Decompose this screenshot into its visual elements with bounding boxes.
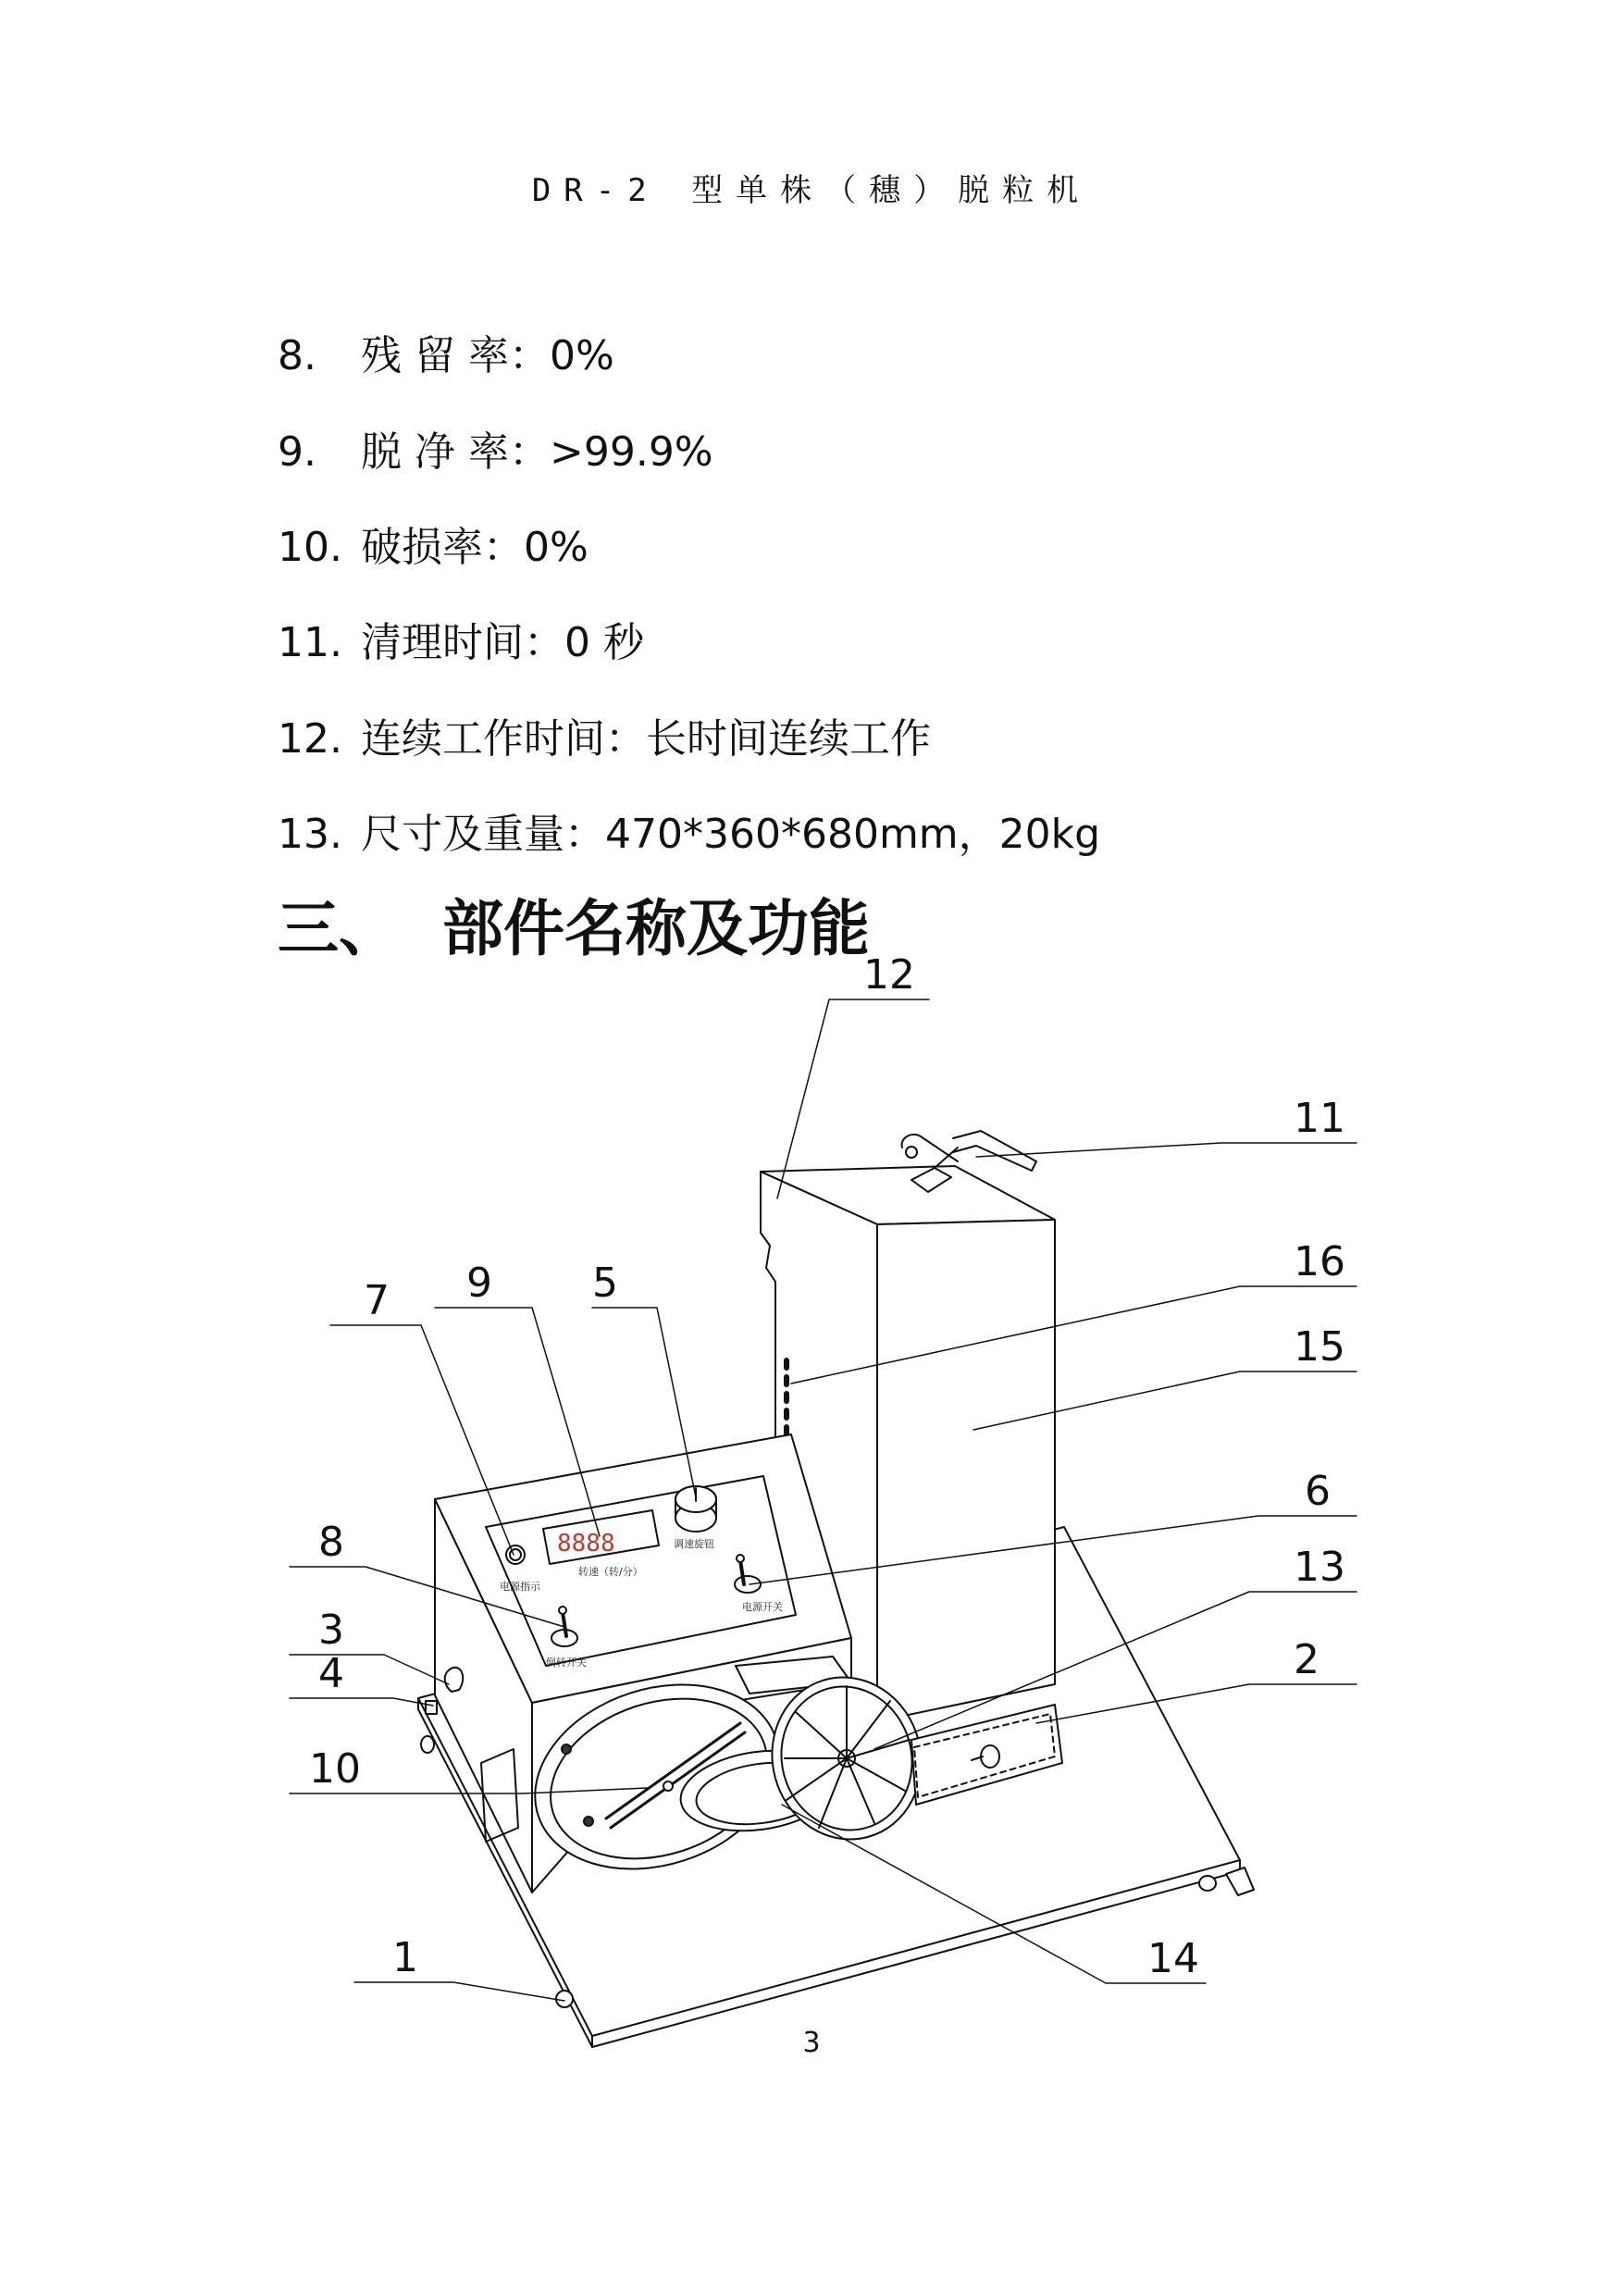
spec-text: 连续工作时间：长时间连续工作 (361, 715, 931, 763)
callout-3: 3 (318, 1607, 344, 1654)
spec-number: 10. (278, 524, 342, 571)
section-title: 部件名称及功能 (442, 893, 870, 964)
label-power-switch: 电源开关 (742, 1601, 783, 1613)
callout-9: 9 (466, 1260, 492, 1307)
callout-5: 5 (592, 1260, 618, 1307)
speed-knob (675, 1486, 716, 1532)
callout-2: 2 (1294, 1636, 1319, 1683)
callout-16: 16 (1294, 1238, 1345, 1285)
spec-text: 脱 净 率：>99.9% (361, 428, 713, 476)
callout-7: 7 (364, 1277, 390, 1324)
label-reverse-switch: 倒转开关 (546, 1657, 587, 1669)
document-header: DR-2 型单株（穗）脱粒机 (531, 172, 1092, 209)
callout-10: 10 (309, 1745, 361, 1793)
spec-text: 破损率：0% (361, 524, 588, 571)
spec-number: 8. (278, 332, 316, 379)
callout-4: 4 (318, 1650, 344, 1697)
outlet-chute (911, 1705, 1062, 1805)
callout-13: 13 (1294, 1544, 1345, 1591)
section-number: 三、 (278, 893, 400, 964)
spec-number: 13. (278, 811, 342, 858)
callout-12: 12 (863, 951, 915, 999)
callout-1: 1 (392, 1934, 418, 1981)
label-speed-knob: 调速旋钮 (674, 1538, 714, 1550)
spec-text: 残 留 率：0% (361, 332, 614, 379)
spec-text: 清理时间：0 秒 (361, 619, 644, 666)
callout-6: 6 (1305, 1468, 1331, 1515)
spec-number: 12. (278, 715, 342, 763)
callout-14: 14 (1147, 1935, 1199, 1982)
callout-8: 8 (318, 1519, 344, 1566)
spec-number: 11. (278, 619, 342, 666)
spec-number: 9. (278, 428, 316, 476)
label-power-indicator: 电源指示 (500, 1581, 540, 1593)
callout-11: 11 (1294, 1095, 1345, 1142)
callout-15: 15 (1294, 1323, 1345, 1371)
speed-display-digits: 8888 (557, 1530, 615, 1558)
page-number: 3 (802, 2027, 821, 2059)
power-indicator-light (506, 1545, 525, 1564)
spec-text: 尺寸及重量：470*360*680mm，20kg (361, 811, 1101, 858)
label-speed-display: 转速（转/分） (578, 1566, 643, 1578)
